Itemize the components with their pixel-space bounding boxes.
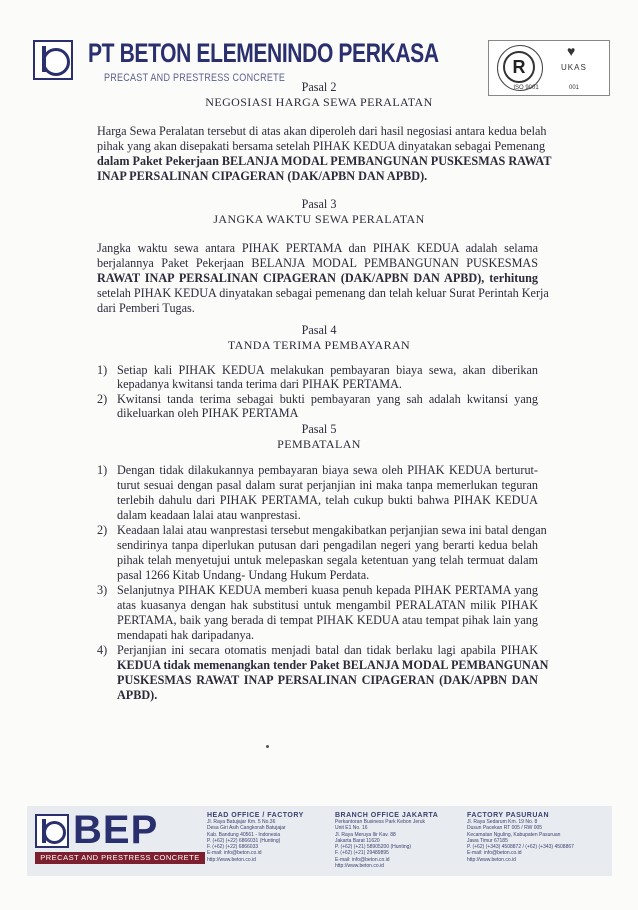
registered-mark: R	[503, 51, 535, 83]
pasal-5-item-line: PERTAMA, baik yang berada di tempat PIHAK KEDUA atau tempat pihak lain yang	[117, 613, 538, 627]
pasal-2-line: INAP PERSALINAN CIPAGERAN (DAK/APBN DAN APBD).	[97, 169, 428, 183]
pasal-5-number: Pasal 5	[301, 422, 337, 436]
pasal-3-line: RAWAT INAP PERSALINAN CIPAGERAN (DAK/APBN DAN APBD), terhitung	[97, 271, 538, 285]
branch-office-line: E-mail: info@beton.co.id	[335, 856, 390, 863]
company-tagline: PRECAST AND PRESTRESS CONCRETE	[104, 72, 286, 84]
pasal-5-item-number: 4)	[97, 643, 108, 657]
factory-pasuruan-block	[467, 812, 574, 863]
branch-office-line: http://www.beton.co.id	[335, 863, 384, 870]
pasal-5-item-line: terlebih dahulu dari PIHAK PERTAMA, telah cukup bukti bahwa PIHAK KEDUA	[117, 493, 538, 507]
pasal-5-item-line: pasal 1266 Kitab Undang- Undang Hukum Perdata.	[117, 568, 370, 582]
factory-pasuruan-line: P. (+62) (+343) 4508872 / (+62) (+343) 4508867	[467, 844, 574, 851]
pasal-3-title: JANGKA WAKTU SEWA PERALATAN	[213, 212, 425, 226]
branch-office-line: P. (+62) (+21) 58905200 (Hunting)	[335, 844, 412, 851]
pasal-4-item-line: kepadanya kwitansi tanda terima dari PIHAK PERTAMA.	[117, 377, 402, 391]
pasal-5-item-line: pihak telah menyetujui untuk melepaskan segala ketentuan yang telah termuat dalam	[117, 553, 538, 567]
pasal-3-line: dari Pemberi Tugas.	[97, 301, 195, 315]
branch-office-line: Jl. Raya Meruya Ilir Kav. 88	[335, 831, 396, 838]
pasal-5-item-line: Keadaan lalai atau wanprestasi tersebut mengakibatkan perjanjian sewa ini batal dengan	[117, 523, 547, 537]
factory-pasuruan-line: Kecamatan Nguling, Kabupaten Pasuruan	[467, 831, 561, 838]
pasal-4-title: TANDA TERIMA PEMBAYARAN	[227, 338, 411, 352]
pasal-5-item-number: 3)	[97, 583, 108, 597]
pasal-5-item-line: PUSKESMAS RAWAT INAP PERSALINAN CIPAGERAN (DAK/APBN DAN	[117, 673, 538, 687]
pasal-3-line: berjalannya Paket Pekerjaan BELANJA MODAL PEMBANGUNAN PUSKESMAS	[97, 256, 538, 270]
head-office-line: P. (+62) (+22) 6866031 (Hunting)	[207, 837, 281, 844]
pasal-2-line: dalam Paket Pekerjaan BELANJA MODAL PEMBANGUNAN PUSKESMAS RAWAT	[97, 154, 552, 168]
factory-pasuruan-title: FACTORY PASURUAN	[467, 812, 550, 819]
pasal-5-item-line: sendirinya tanpa diperlukan putusan dari pengadilan negeri yang berarti kedua belah	[117, 538, 538, 552]
pasal-5-item-line: Perjanjian ini secara otomatis menjadi batal dan tidak berlaku lagi apabila PIHAK	[117, 643, 538, 657]
factory-pasuruan-line: E-mail: info@beton.co.id	[467, 850, 522, 857]
pasal-5-item-line: turut sesuai dengan pasal dalam surat perjanjian ini maka tanpa memerlukan teguran	[117, 478, 538, 492]
pasal-4-item-number: 1)	[97, 363, 108, 377]
head-office-line: http://www.beton.co.id	[207, 856, 256, 863]
head-office-line: E-mail: info@beton.co.id	[207, 850, 262, 857]
factory-pasuruan-line: Jl. Raya Sedarum Km. 19 No. 8	[467, 819, 538, 825]
ukas-crown-icon: ♥	[567, 45, 576, 60]
footer-brand: BEP	[73, 808, 159, 852]
pasal-3-line: Jangka waktu sewa antara PIHAK PERTAMA dan PIHAK KEDUA adalah selama	[97, 241, 538, 255]
cert-number: 001	[569, 85, 580, 91]
pasal-2-number: Pasal 2	[301, 80, 337, 94]
pasal-5-item-number: 2)	[97, 523, 108, 537]
pasal-3-number: Pasal 3	[301, 197, 337, 211]
pasal-5-item-number: 1)	[97, 463, 108, 477]
pasal-5-item-line: dalam keadaan lalai atau wanprestasi.	[117, 508, 301, 522]
pasal-5-item-line: KEDUA tidak memenangkan tender Paket BELANJA MODAL PEMBANGUNAN	[117, 658, 549, 672]
branch-office-line: F. (+62) (+21) 29489895	[335, 850, 389, 857]
footer-tagline: PRECAST AND PRESTRESS CONCRETE	[35, 852, 205, 864]
pasal-5-title: PEMBATALAN	[277, 437, 361, 451]
pasal-3-line: setelah PIHAK KEDUA dinyatakan sebagai pemenang dan telah keluar Surat Perintah Kerja	[97, 286, 549, 300]
head-office-block	[207, 812, 304, 863]
factory-pasuruan-line: http://www.beton.co.id	[467, 856, 516, 863]
head-office-line: Desa Giri Asih Cangkorah Batujajar	[207, 825, 286, 832]
company-logo	[33, 40, 73, 80]
pasal-5-item-line: Selanjutnya PIHAK KEDUA memberi kuasa penuh kepada PIHAK PERTAMA yang	[117, 583, 538, 597]
letter-footer	[27, 806, 612, 876]
branch-office-block	[335, 812, 438, 869]
pasal-5-item-line: APBD).	[117, 688, 158, 702]
head-office-line: F. (+62) (+22) 6866033	[207, 844, 259, 851]
factory-pasuruan-line: Jawa Timur 67185	[467, 837, 508, 844]
pasal-4-item-number: 2)	[97, 392, 108, 406]
head-office-line: Jl. Raya Batujajar Km. 5 No.36	[207, 819, 276, 825]
footer-logo-icon	[35, 814, 69, 848]
pasal-2-line: pihak yang akan disepakati bersama setelah PIHAK KEDUA dinyatakan sebagai Pemenang	[97, 139, 546, 153]
branch-office-line: Jakarta Barat 11620	[335, 837, 380, 844]
pasal-4-item-line: dikeluarkan oleh PIHAK PERTAMA	[117, 406, 299, 420]
pasal-5-item-line: mendapati hak daripadanya.	[117, 628, 255, 642]
pasal-4-item-line: Kwitansi tanda terima sebagai bukti pembayaran yang sah adalah kwitansi yang	[117, 392, 538, 406]
branch-office-line: Perkantoran Business Park Kebon Jeruk	[335, 819, 426, 825]
head-office-line: Kab. Bandung 40561 - Indonesia	[207, 831, 281, 838]
ukas-label: UKAS	[561, 63, 587, 72]
pasal-4-number: Pasal 4	[301, 323, 337, 337]
pasal-2-title: NEGOSIASI HARGA SEWA PERALATAN	[205, 95, 433, 109]
factory-pasuruan-line: Dusun Pacekan RT 005 / RW 005	[467, 825, 543, 832]
branch-office-line: Unit E1 No. 16	[335, 825, 368, 832]
ink-dot	[266, 745, 269, 748]
pasal-5-item-line: atas kuasanya dengan hak substitusi untuk mengambil PERALATAN milik PIHAK	[117, 598, 538, 612]
company-name: PT BETON ELEMENINDO PERKASA	[88, 38, 439, 68]
pasal-2-line: Harga Sewa Peralatan tersebut di atas akan diperoleh dari hasil negosiasi antara kedua belah	[97, 124, 547, 138]
iso-label: ISO 9001	[513, 85, 539, 91]
head-office-title: HEAD OFFICE / FACTORY	[207, 812, 304, 819]
branch-office-title: BRANCH OFFICE JAKARTA	[335, 812, 439, 819]
pasal-4-item-line: Setiap kali PIHAK KEDUA melakukan pembayaran biaya sewa, akan diberikan	[117, 363, 538, 377]
pasal-5-item-line: Dengan tidak dilakukannya pembayaran biaya sewa oleh PIHAK KEDUA berturut-	[117, 463, 538, 477]
